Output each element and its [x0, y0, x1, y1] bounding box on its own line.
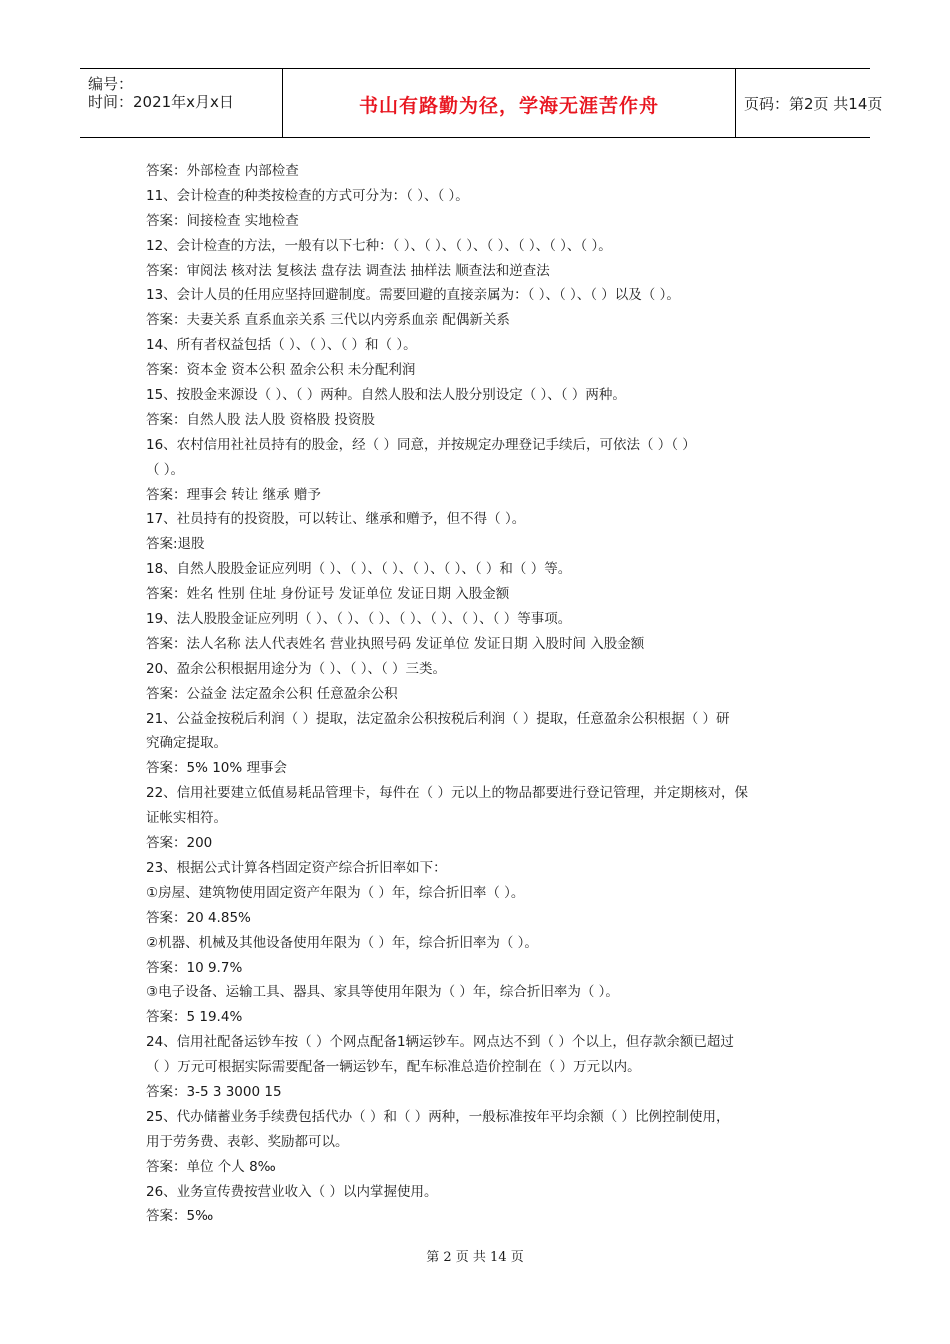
answer-line: 答案：单位 个人 8‰ [146, 1158, 276, 1175]
question-line: 24、信用社配备运钞车按（ ）个网点配备1辆运钞车。网点达不到（ ）个以上，但存款余额已超过 [146, 1034, 734, 1051]
answer-line: 答案：理事会 转让 继承 赠予 [146, 486, 321, 503]
answer-line: 答案：5 19.4% [146, 1009, 243, 1026]
header-motto-cell [282, 69, 736, 137]
question-line: 用于劳务费、表彰、奖励都可以。 [146, 1133, 349, 1150]
question-line: 22、信用社要建立低值易耗品管理卡，每件在（ ）元以上的物品都要进行登记管理，并定期核对，保 [146, 785, 748, 802]
answer-line: 答案：夫妻关系 直系血亲关系 三代以内旁系血亲 配偶新关系 [146, 312, 510, 329]
answer-line: 答案：10 9.7% [146, 959, 243, 976]
question-line: 17、社员持有的投资股，可以转让、继承和赠予，但不得（ ）。 [146, 511, 526, 528]
question-line: 26、业务宣传费按营业收入（ ）以内掌握使用。 [146, 1183, 438, 1200]
question-line: 15、按股金来源设（ ）、（ ）两种。自然人股和法人股分别设定（ ）、（ ）两种。 [146, 387, 626, 404]
question-line: 11、会计检查的种类按检查的方式可分为：（ ）、（ ）。 [146, 187, 469, 204]
answer-line: 答案：自然人股 法人股 资格股 投资股 [146, 411, 375, 428]
answer-line: 答案：法人名称 法人代表姓名 营业执照号码 发证单位 发证日期 入股时间 入股金额 [146, 635, 645, 652]
document-date-label: 时间：2021年x月x日 [88, 93, 234, 111]
question-line: 13、会计人员的任用应坚持回避制度。需要回避的直接亲属为：（ ）、（ ）、（ ）以及（ ）。 [146, 287, 680, 304]
answer-line: 答案：外部检查 内部检查 [146, 163, 299, 179]
answer-line: 答案：公益金 法定盈余公积 任意盈余公积 [146, 685, 398, 702]
question-line: 21、公益金按税后利润（ ）提取，法定盈余公积按税后利润（ ）提取，任意盈余公积根据（ ）研 [146, 710, 730, 727]
question-line: 证帐实相符。 [146, 810, 227, 827]
document-body [146, 159, 814, 1229]
answer-line: 答案：5% 10% 理事会 [146, 760, 288, 777]
answer-line: 答案：姓名 性别 住址 身份证号 发证单位 发证日期 入股金额 [146, 586, 510, 603]
document-header [80, 68, 883, 138]
page-footer: 第 2 页 共 14 页 [426, 1250, 524, 1265]
answer-line: 答案：资本金 资本公积 盈余公积 未分配利润 [146, 362, 416, 379]
question-line: 16、农村信用社社员持有的股金，经（ ）同意，并按规定办理登记手续后，可依法（ ）（ ） [146, 436, 696, 453]
answer-line: 答案：5‰ [146, 1208, 214, 1225]
question-line: 20、盈余公积根据用途分为（ ）、（ ）、（ ）三类。 [146, 660, 447, 677]
question-line: ③电子设备、运输工具、器具、家具等使用年限为（ ）年，综合折旧率为（ ）。 [146, 984, 619, 1001]
header-page-cell [736, 69, 883, 137]
question-line: ②机器、机械及其他设备使用年限为（ ）年，综合折旧率为（ ）。 [146, 934, 538, 951]
document-number-label: 编号： [88, 75, 134, 93]
question-line: 25、代办储蓄业务手续费包括代办（ ）和（ ）两种，一般标准按年平均余额（ ）比例控制使用， [146, 1108, 730, 1125]
header-motto: 书山有路勤为径，学海无涯苦作舟 [358, 95, 659, 117]
question-line: （ ）万元可根据实际需要配备一辆运钞车，配车标准总造价控制在（ ）万元以内。 [146, 1059, 641, 1076]
header-meta-cell [80, 69, 282, 137]
answer-line: 答案:退股 [146, 536, 205, 553]
question-line: （ ）。 [146, 461, 185, 478]
answer-line: 答案：200 [146, 835, 213, 852]
question-line: 23、根据公式计算各档固定资产综合折旧率如下： [146, 859, 447, 876]
question-line: 18、自然人股股金证应列明（ ）、（ ）、（ ）、（ ）、（ ）、（ ）和（ ）等。 [146, 561, 572, 578]
answer-line: 答案：3-5 3 3000 15 [146, 1083, 282, 1100]
answer-line: 答案：间接检查 实地检查 [146, 212, 299, 229]
question-line: 究确定提取。 [146, 735, 227, 752]
question-line: 14、所有者权益包括（ ）、（ ）、（ ）和（ ）。 [146, 337, 417, 354]
question-line: ①房屋、建筑物使用固定资产年限为（ ）年，综合折旧率（ ）。 [146, 884, 525, 901]
answer-line: 答案：审阅法 核对法 复核法 盘存法 调查法 抽样法 顺查法和逆查法 [146, 262, 550, 279]
question-line: 19、法人股股金证应列明（ ）、（ ）、（ ）、（ ）、（ ）、（ ）、（ ）等事项。 [146, 611, 572, 628]
answer-line: 答案：20 4.85% [146, 909, 251, 926]
question-line: 12、会计检查的方法，一般有以下七种：（ ）、（ ）、（ ）、（ ）、（ ）、（ ）、（ ）。 [146, 237, 612, 254]
header-page-info: 页码：第2页 共14页 [744, 95, 883, 113]
